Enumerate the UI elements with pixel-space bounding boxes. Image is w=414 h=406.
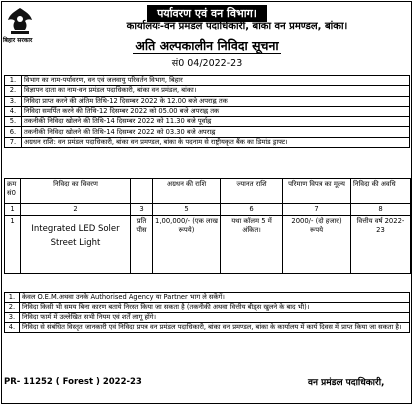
info-row: 2. विज्ञापन दाता का नाम-वन प्रमंडल पदाधिकारी, बांका वन प्रमंडल, बांका। <box>5 86 410 96</box>
info-table <box>4 75 410 148</box>
emblem-caption: बिहार सरकार <box>3 37 33 44</box>
pr-number: PR- 11252 ( Forest ) 2022-23 <box>4 377 142 387</box>
info-row: 1. विभाग का नाम-पर्यावरण, वन एवं जलवायु परिवर्तन विभाग, बिहार <box>5 76 410 86</box>
bill-cost: 2000/- (दो हजार) रूपये <box>283 216 351 274</box>
info-row: 7. अग्रधन राशि: वन प्रमंडल पदाधिकारी, बांका वन प्रमण्डल, बांका के पदनाम से राष्ट्रीयकृत बैंक का डिमांड ड्राफ्ट। <box>5 137 410 147</box>
signatory: वन प्रमंडल पदाधिकारी, <box>308 378 385 388</box>
note-item: 2. निविदा किसी भी समय बिना कारण बताये निरस्त किया जा सकता है (तकनीकी अथवा वित्तीय बीड्स खुलने के बाद भी)। <box>5 303 410 313</box>
item-description: Integrated LED Soler Street Light <box>21 216 131 274</box>
notice-title: अति अल्पकालीन निविदा सूचना <box>135 38 279 53</box>
tender-table <box>4 178 411 274</box>
note-item: 3. निविदा फार्म में उल्लेखित सभी नियम एवं शर्तें लागू होंगे। <box>5 313 410 323</box>
info-row: 6. तकनीकी निविदा खोलने की तिथि-14 दिसम्बर 2022 को 03.30 बजे अपराह्न <box>5 127 410 137</box>
info-row: 3. निविदा प्राप्त करने की अंतिम तिथि-12 दिसम्बर 2022 के 12.00 बजे अपराह्न तक <box>5 96 410 106</box>
note-item: 4. निविदा से संबंधित विस्तृत जानकारी एवं निविदा प्रपत्र वन प्रमंडल पदाधिकारी, बांका वन प्रमण्डल, बांका के कार्यालय में कार्य दिवस में प्राप्त किया जा सकता है। <box>5 323 410 333</box>
notice-number: सं0 04/2022-23 <box>171 58 243 69</box>
office-heading: कार्यालयः-वन प्रमंडल पदाधिकारी, बांका वन प्रमण्डल, बांका। <box>126 21 348 32</box>
info-row: 4. निविदा समर्पित करने की तिथि-12 दिसम्बर 2022 को 05.00 बजे अपराह्न तक <box>5 106 410 116</box>
row-number: 1 <box>5 216 21 274</box>
notes-table <box>4 292 410 333</box>
tender-period: वित्तीय वर्ष 2022-23 <box>351 216 411 274</box>
department-heading: पर्यावरण एवं वन विभाग। <box>0 2 414 22</box>
table-header-row: क्रम सं0 निविदा का विवरण अग्रधन की राशि ज्यानत राशि परिमाण विपत्र का मूल्य निविदा की अवधि <box>5 179 411 204</box>
table-row <box>5 216 411 274</box>
unit: प्रति पीस <box>131 216 153 274</box>
column-number-row: 1 2 3 5 6 7 8 <box>5 204 411 216</box>
earnest-money: 1,00,000/- (एक लाख रूपये) <box>153 216 221 274</box>
security-amount: यथा कॉलम 5 में अंकित। <box>221 216 283 274</box>
info-row: 5. तकनीकी निविदा खोलने की तिथि-14 दिसम्बर 2022 को 11.30 बजे पूर्वाह्न <box>5 117 410 127</box>
note-item: 1. केवल O.E.M.अथवा उनके Authorised Agency या Partner भाग ले सकेंगें। <box>5 293 410 303</box>
